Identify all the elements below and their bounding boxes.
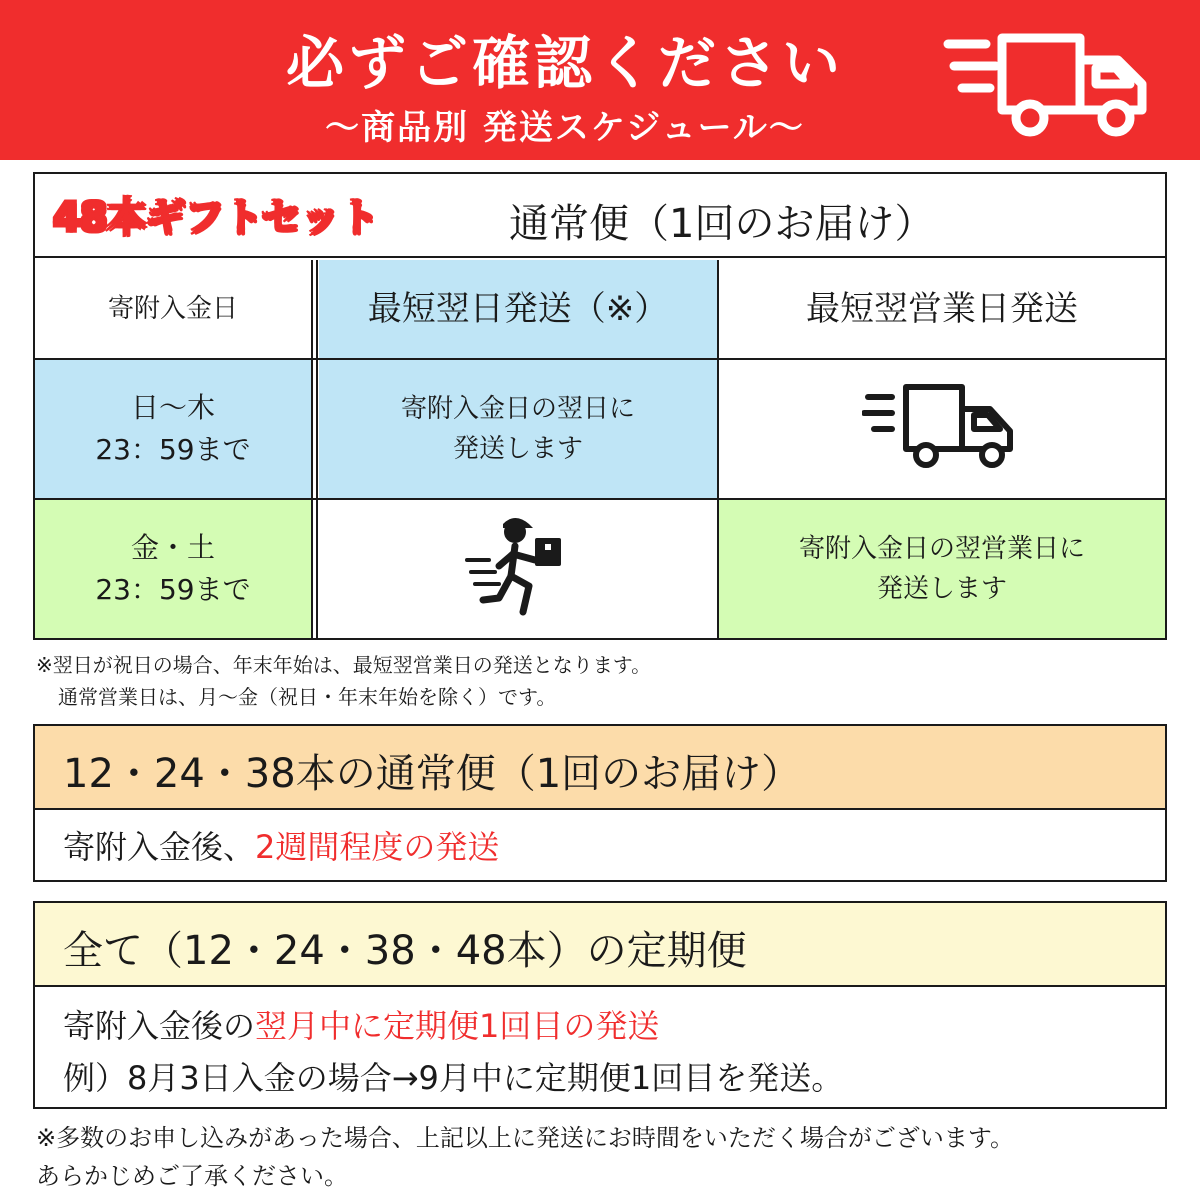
subscription-example: 例）8月3日入金の場合→9月中に定期便1回目を発送。 bbox=[63, 1059, 844, 1097]
highlight-text: 翌月中に定期便1回目の発送 bbox=[255, 1007, 660, 1045]
courier-running-icon bbox=[463, 514, 573, 624]
gift-set-note: ※翌日が祝日の場合、年末年始は、最短翌営業日の発送となります。 bbox=[36, 653, 652, 677]
payment-day-range: 日〜木 bbox=[130, 391, 215, 424]
banner-title: 必ずご確認ください bbox=[285, 29, 844, 97]
subscription-box bbox=[33, 901, 1167, 1109]
regular-shipping-body bbox=[63, 822, 499, 868]
gift-set-schedule-table bbox=[33, 172, 1167, 640]
footer-note: あらかじめご了承ください。 bbox=[36, 1162, 348, 1190]
table-row-fri-sat-next-day bbox=[319, 500, 717, 638]
table-divider bbox=[35, 498, 1165, 500]
delivery-truck-icon bbox=[940, 24, 1160, 144]
table-divider bbox=[717, 260, 719, 638]
shipping-text: 寄附入金日の翌日に bbox=[400, 394, 635, 424]
payment-deadline: 23：59まで bbox=[95, 573, 251, 606]
regular-shipping-heading: 12・24・38本の通常便（1回のお届け） bbox=[63, 751, 802, 797]
header-banner bbox=[0, 0, 1200, 160]
body-text: 寄附入金後の bbox=[63, 1007, 256, 1045]
table-row-sun-thu-next-day bbox=[319, 360, 717, 498]
shipping-text: 寄附入金日の翌営業日に bbox=[798, 534, 1085, 564]
payment-day-range: 金・土 bbox=[130, 531, 215, 564]
subscription-heading: 全て（12・24・38・48本）の定期便 bbox=[63, 928, 747, 974]
column-header-next-business-day bbox=[719, 260, 1165, 358]
column-header-next-day bbox=[319, 260, 717, 358]
column-header-label: 最短翌日発送（※） bbox=[367, 289, 669, 329]
gift-set-badge: 48本ギフトセット bbox=[53, 195, 379, 241]
banner-subtitle: 〜商品別 発送スケジュール〜 bbox=[325, 108, 805, 148]
column-header-payment-day bbox=[35, 260, 311, 358]
gift-set-header bbox=[35, 174, 1165, 258]
table-row-sun-thu-next-business bbox=[719, 360, 1165, 498]
subscription-header bbox=[35, 903, 1165, 987]
column-header-label: 最短翌営業日発送 bbox=[806, 289, 1078, 329]
table-divider bbox=[316, 260, 318, 638]
regular-shipping-box bbox=[33, 724, 1167, 882]
body-text: 寄附入金後、 bbox=[63, 828, 256, 866]
shipping-text: 発送します bbox=[876, 574, 1007, 604]
table-row-fri-sat-next-business bbox=[719, 500, 1165, 638]
payment-deadline: 23：59まで bbox=[95, 433, 251, 466]
delivery-truck-icon bbox=[862, 379, 1022, 479]
table-row-sun-thu-payment bbox=[35, 360, 311, 498]
table-row-fri-sat-payment bbox=[35, 500, 311, 638]
gift-set-heading: 通常便（1回のお届け） bbox=[509, 201, 935, 247]
regular-shipping-header bbox=[35, 726, 1165, 810]
footer-note: ※多数のお申し込みがあった場合、上記以上に発送にお時間をいただく場合がございます。 bbox=[36, 1124, 1014, 1152]
highlight-text: 2週間程度の発送 bbox=[255, 828, 500, 866]
subscription-body bbox=[63, 1001, 659, 1047]
column-header-label: 寄附入金日 bbox=[107, 294, 238, 324]
shipping-text: 発送します bbox=[452, 434, 583, 464]
table-divider bbox=[311, 260, 313, 638]
gift-set-note: 通常営業日は、月〜金（祝日・年末年始を除く）です。 bbox=[58, 685, 557, 709]
table-divider bbox=[35, 358, 1165, 360]
